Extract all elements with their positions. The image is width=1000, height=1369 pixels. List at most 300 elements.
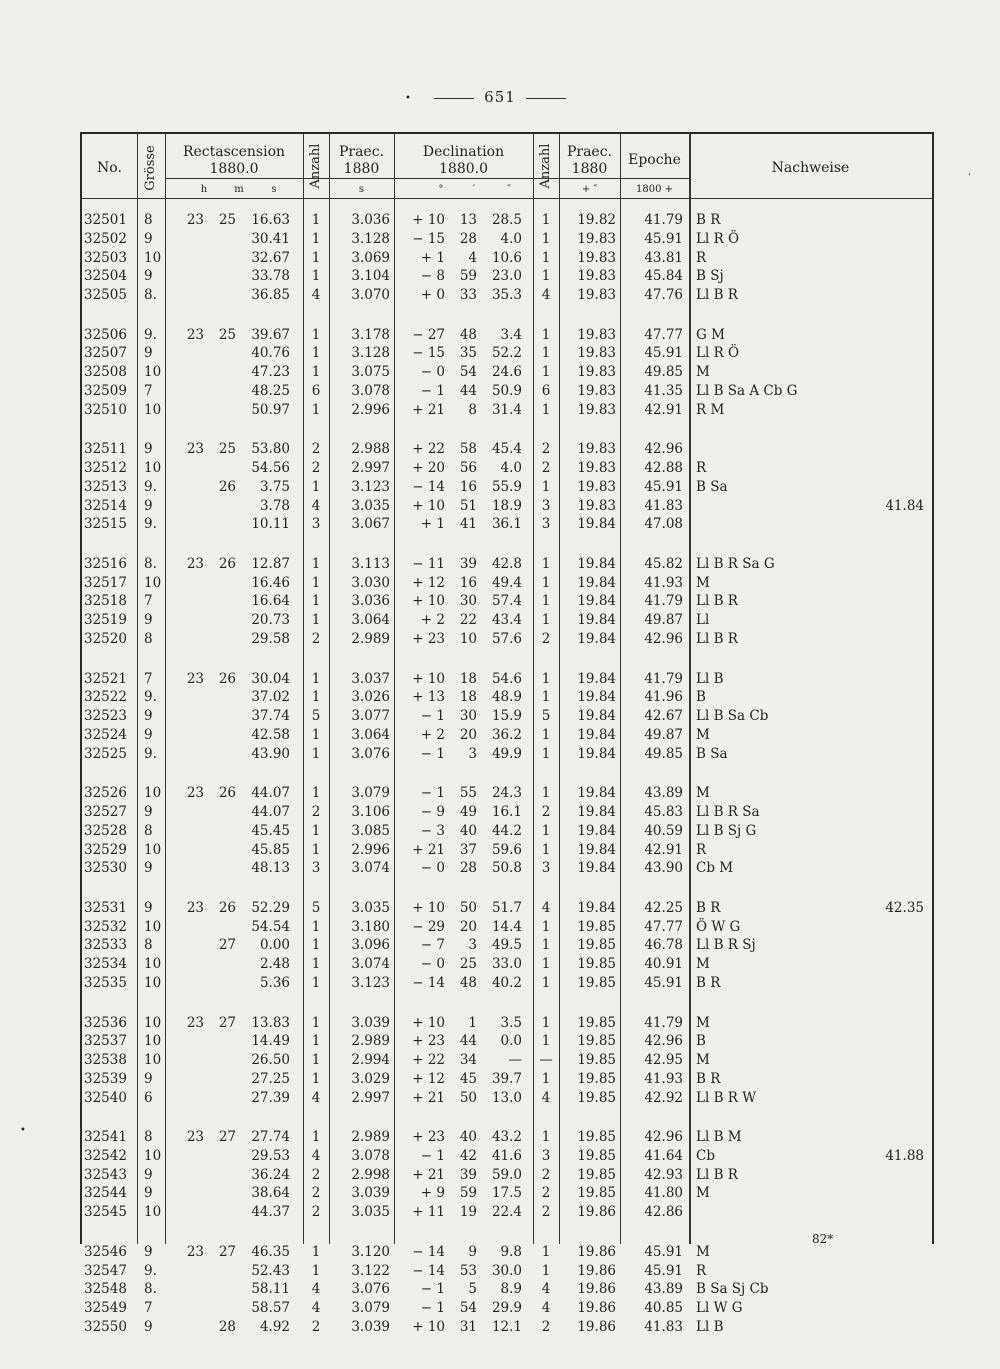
- ra-seconds: 36.24: [251, 1166, 290, 1183]
- ra-seconds: 5.36: [259, 974, 290, 991]
- dec-precession: 19.82: [577, 212, 616, 228]
- dec-precession: 19.85: [577, 1089, 616, 1106]
- epoch: 43.81: [644, 249, 683, 266]
- dec-seconds: 49.4: [491, 574, 522, 591]
- magnitude: 9: [144, 726, 153, 743]
- magnitude: 8: [144, 1129, 153, 1146]
- references: B R: [696, 974, 721, 991]
- references: Ll B R: [696, 287, 738, 303]
- dec-degrees: − 14: [412, 478, 445, 495]
- references: Cb M: [696, 860, 734, 877]
- dec-degrees: − 0: [420, 956, 445, 973]
- ra-precession: 3.128: [351, 345, 390, 362]
- dec-minutes: 10: [459, 630, 477, 647]
- epoch: 45.82: [644, 555, 683, 572]
- dec-count: 1: [541, 956, 551, 973]
- epoch: 45.91: [644, 1243, 683, 1260]
- references: Ll: [696, 612, 710, 629]
- ra-hours: 23: [186, 326, 204, 343]
- dec-precession: 19.85: [577, 1070, 616, 1087]
- dec-count: 1: [541, 1014, 551, 1031]
- epoch: 47.76: [644, 287, 683, 303]
- dec-seconds: 36.1: [491, 516, 522, 533]
- ra-precession: 3.070: [351, 287, 390, 303]
- references: R: [696, 841, 707, 858]
- ra-minutes: 27: [218, 1129, 236, 1146]
- magnitude: 10: [144, 249, 162, 266]
- dec-minutes: 28: [459, 860, 477, 877]
- dec-seconds: 54.6: [491, 670, 522, 687]
- references: B: [696, 689, 706, 706]
- dec-degrees: + 10: [412, 1318, 445, 1335]
- dec-count: 1: [541, 593, 551, 610]
- ra-minutes: 27: [218, 1014, 236, 1031]
- star-no: 32515: [84, 516, 127, 533]
- magnitude: 7: [144, 593, 153, 610]
- dec-precession: 19.84: [577, 630, 616, 647]
- dec-seconds: 3.4: [500, 326, 522, 343]
- ra-count: 4: [311, 1300, 321, 1317]
- epoch: 41.93: [644, 1070, 683, 1087]
- ra-precession: 3.035: [351, 1204, 390, 1221]
- ra-count: 2: [311, 1318, 321, 1335]
- magnitude: 9: [144, 612, 153, 629]
- dec-degrees: + 10: [412, 1014, 445, 1031]
- ra-precession: 3.178: [351, 326, 390, 343]
- dec-seconds: 45.4: [491, 441, 522, 458]
- ra-seconds: 43.90: [251, 745, 290, 762]
- dec-degrees: + 21: [412, 401, 445, 418]
- dec-seconds: 31.4: [491, 401, 522, 418]
- ra-count: 1: [311, 1129, 321, 1146]
- references: Ll B R: [696, 630, 738, 647]
- references: Ll B: [696, 670, 724, 687]
- dec-seconds: 4.0: [500, 460, 522, 477]
- dec-minutes: 4: [468, 249, 477, 266]
- dec-seconds: 24.3: [491, 785, 522, 802]
- ra-seconds: 26.50: [251, 1052, 290, 1069]
- ra-precession: 3.035: [351, 899, 390, 916]
- dec-minutes: 9: [468, 1243, 477, 1260]
- ra-precession: 2.998: [351, 1166, 390, 1183]
- col-rule: [303, 134, 304, 1244]
- ra-hours: 23: [186, 1014, 204, 1031]
- references: Ll B Sa A Cb G: [696, 382, 798, 399]
- magnitude: 9: [144, 804, 153, 820]
- dec-degrees: + 22: [412, 1052, 445, 1069]
- magnitude: 9: [144, 860, 153, 877]
- page-number-text: 651: [484, 88, 516, 106]
- ra-precession: 3.074: [351, 956, 390, 973]
- ra-seconds: 58.57: [251, 1300, 290, 1317]
- col-rule: [165, 134, 166, 1244]
- magnitude: 8: [144, 937, 153, 954]
- ra-count: 3: [311, 860, 321, 877]
- dec-precession: 19.85: [577, 1147, 616, 1164]
- magnitude: 8: [144, 822, 153, 839]
- star-no: 32508: [84, 364, 127, 381]
- epoch: 43.89: [644, 1281, 683, 1298]
- dec-degrees: − 1: [420, 785, 445, 802]
- dec-degrees: − 7: [420, 937, 445, 954]
- ra-precession: 3.074: [351, 860, 390, 877]
- dec-count: 4: [541, 899, 551, 916]
- dec-precession: 19.84: [577, 726, 616, 743]
- dec-degrees: − 9: [420, 804, 445, 820]
- ra-count: 1: [311, 555, 321, 572]
- dec-count: 2: [541, 460, 551, 477]
- ra-precession: 3.106: [351, 804, 390, 820]
- ra-count: 1: [311, 689, 321, 706]
- ra-precession: 3.079: [351, 1300, 390, 1317]
- dec-seconds: 52.2: [491, 345, 522, 362]
- dec-minutes: 48: [459, 974, 477, 991]
- references: M: [696, 1052, 710, 1069]
- dec-minutes: 22: [459, 612, 477, 629]
- dec-precession: 19.84: [577, 593, 616, 610]
- epoch: 41.79: [644, 593, 683, 610]
- dec-degrees: − 29: [412, 918, 445, 935]
- dec-count: 2: [541, 1166, 551, 1183]
- ra-count: 4: [311, 1281, 321, 1298]
- dec-degrees: + 11: [412, 1204, 445, 1221]
- dec-minutes: 58: [459, 441, 477, 458]
- header-nachweise: Nachweise: [771, 160, 850, 176]
- magnitude: 10: [144, 460, 162, 477]
- dec-count: 1: [541, 822, 551, 839]
- ra-precession: 3.078: [351, 1147, 390, 1164]
- ra-precession: 2.989: [351, 1033, 390, 1050]
- dec-count: 1: [541, 1262, 551, 1279]
- magnitude: 10: [144, 574, 162, 591]
- dec-precession: 19.85: [577, 974, 616, 991]
- epoch: 41.96: [644, 689, 683, 706]
- dec-seconds: 57.6: [491, 630, 522, 647]
- ra-precession: 3.079: [351, 785, 390, 802]
- ra-precession: 3.120: [351, 1243, 390, 1260]
- dec-seconds: 4.0: [500, 230, 522, 247]
- header-praec1-title: Praec.: [338, 144, 385, 160]
- star-no: 32506: [84, 326, 127, 343]
- dec-minutes: 16: [459, 478, 477, 495]
- dec-minutes: 34: [459, 1052, 477, 1069]
- dec-precession: 19.84: [577, 555, 616, 572]
- ra-count: 2: [311, 460, 321, 477]
- dec-seconds: 55.9: [491, 478, 522, 495]
- dec-degrees: + 22: [412, 441, 445, 458]
- ra-count: 1: [311, 956, 321, 973]
- dec-degrees: − 1: [420, 382, 445, 399]
- ra-seconds: 29.58: [251, 630, 290, 647]
- ra-precession: 3.123: [351, 478, 390, 495]
- dec-count: 4: [541, 287, 551, 303]
- header-ra-m: m: [234, 184, 244, 195]
- magnitude: 8.: [144, 1281, 157, 1298]
- ra-count: 5: [311, 708, 321, 725]
- dec-precession: 19.85: [577, 1052, 616, 1069]
- dec-precession: 19.83: [577, 460, 616, 477]
- references: Ll B R Sa: [696, 804, 760, 820]
- dec-seconds: 8.9: [500, 1281, 522, 1298]
- ra-precession: 2.989: [351, 630, 390, 647]
- ra-count: 1: [311, 593, 321, 610]
- ra-count: 1: [311, 345, 321, 362]
- epoch: 42.25: [644, 899, 683, 916]
- references: B: [696, 1033, 706, 1050]
- footer-mark: 82*: [812, 1232, 834, 1246]
- dec-degrees: − 11: [412, 555, 445, 572]
- star-no: 32535: [84, 974, 127, 991]
- ra-seconds: 48.13: [251, 860, 290, 877]
- magnitude: 10: [144, 841, 162, 858]
- ra-count: 1: [311, 1243, 321, 1260]
- dec-count: 4: [541, 1300, 551, 1317]
- dec-precession: 19.84: [577, 708, 616, 725]
- star-no: 32533: [84, 937, 127, 954]
- dec-count: 2: [541, 630, 551, 647]
- dec-seconds: 59.6: [491, 841, 522, 858]
- dec-seconds: 22.4: [491, 1204, 522, 1221]
- ink-speck: •: [405, 93, 411, 104]
- ra-seconds: 50.97: [251, 401, 290, 418]
- ra-count: 1: [311, 1262, 321, 1279]
- references: Cb: [696, 1147, 715, 1164]
- dec-minutes: 19: [459, 1204, 477, 1221]
- dec-degrees: − 3: [420, 822, 445, 839]
- ra-count: 1: [311, 841, 321, 858]
- star-no: 32550: [84, 1318, 127, 1335]
- dec-precession: 19.84: [577, 822, 616, 839]
- ra-seconds: 45.45: [251, 822, 290, 839]
- ra-seconds: 10.11: [251, 516, 290, 533]
- ra-seconds: 46.35: [251, 1243, 290, 1260]
- ra-precession: 3.029: [351, 1070, 390, 1087]
- dec-precession: 19.83: [577, 364, 616, 381]
- dec-degrees: − 8: [420, 268, 445, 285]
- header-ra-title: Rectascension: [182, 144, 286, 160]
- ra-seconds: 27.39: [251, 1089, 290, 1106]
- references: Ll B R Sj: [696, 937, 756, 954]
- star-no: 32529: [84, 841, 127, 858]
- dec-minutes: 33: [459, 287, 477, 303]
- header-ra-epoch: 1880.0: [209, 161, 259, 177]
- magnitude: 10: [144, 1147, 162, 1164]
- ra-count: 1: [311, 364, 321, 381]
- references: Ll B R Sa G: [696, 555, 775, 572]
- dec-minutes: 8: [468, 401, 477, 418]
- dec-seconds: 23.0: [491, 268, 522, 285]
- references: M: [696, 574, 710, 591]
- magnitude: 9: [144, 497, 153, 514]
- dec-seconds: 43.4: [491, 612, 522, 629]
- header-praec1-year: 1880: [343, 161, 380, 177]
- star-no: 32543: [84, 1166, 127, 1183]
- dec-degrees: + 1: [420, 516, 445, 533]
- dec-seconds: 0.0: [500, 1033, 522, 1050]
- magnitude: 9.: [144, 326, 157, 343]
- dec-precession: 19.84: [577, 804, 616, 820]
- ra-seconds: 12.87: [251, 555, 290, 572]
- dec-count: 1: [541, 937, 551, 954]
- dec-count: 1: [541, 918, 551, 935]
- dec-precession: 19.86: [577, 1281, 616, 1298]
- dec-degrees: − 14: [412, 974, 445, 991]
- star-no: 32538: [84, 1052, 127, 1069]
- ra-seconds: 2.48: [259, 956, 290, 973]
- epoch: 42.67: [644, 708, 683, 725]
- dec-count: 1: [541, 1070, 551, 1087]
- dec-count: 3: [541, 516, 551, 533]
- dec-seconds: 3.5: [500, 1014, 522, 1031]
- epoch: 41.79: [644, 1014, 683, 1031]
- ra-hours: 23: [186, 441, 204, 458]
- dec-precession: 19.85: [577, 1033, 616, 1050]
- dec-count: 1: [541, 1129, 551, 1146]
- magnitude: 9: [144, 1318, 153, 1335]
- dec-count: 1: [541, 478, 551, 495]
- ra-minutes: 26: [218, 555, 236, 572]
- dec-seconds: 14.4: [491, 918, 522, 935]
- header-praec2-unit: + ″: [581, 184, 598, 195]
- dec-seconds: 50.8: [491, 860, 522, 877]
- magnitude: 9: [144, 899, 153, 916]
- references: M: [696, 1243, 710, 1260]
- dec-degrees: + 21: [412, 1166, 445, 1183]
- magnitude: 10: [144, 918, 162, 935]
- references: Ll B Sj G: [696, 822, 757, 839]
- star-no: 32503: [84, 249, 127, 266]
- header-epoche-unit: 1800 +: [635, 184, 673, 195]
- epoch: 49.85: [644, 364, 683, 381]
- star-no: 32536: [84, 1014, 127, 1031]
- star-no: 32530: [84, 860, 127, 877]
- ra-minutes: 27: [218, 937, 236, 954]
- col-rule: [533, 134, 534, 1244]
- header-decl-sec: ″: [507, 184, 511, 195]
- dec-precession: 19.86: [577, 1300, 616, 1317]
- ra-seconds: 36.85: [251, 287, 290, 303]
- dec-count: 5: [541, 708, 551, 725]
- dec-degrees: + 10: [412, 899, 445, 916]
- dec-seconds: 57.4: [491, 593, 522, 610]
- epoch: 42.92: [644, 1089, 683, 1106]
- dec-count: 1: [541, 555, 551, 572]
- alt-epoch: 42.35: [885, 899, 924, 916]
- col-rule: [689, 134, 691, 1244]
- magnitude: 10: [144, 1204, 162, 1221]
- star-no: 32501: [84, 212, 127, 228]
- dec-count: —: [539, 1052, 553, 1069]
- ra-count: 1: [311, 326, 321, 343]
- references: M: [696, 956, 710, 973]
- ra-hours: 23: [186, 212, 204, 228]
- epoch: 42.86: [644, 1204, 683, 1221]
- epoch: 47.77: [644, 326, 683, 343]
- dec-minutes: 20: [459, 918, 477, 935]
- ra-seconds: 47.23: [251, 364, 290, 381]
- magnitude: 7: [144, 382, 153, 399]
- dec-degrees: − 14: [412, 1243, 445, 1260]
- dec-seconds: 39.7: [491, 1070, 522, 1087]
- header-anzahl-1: Anzahl: [308, 143, 323, 189]
- ra-hours: 23: [186, 1129, 204, 1146]
- ra-precession: 3.180: [351, 918, 390, 935]
- ra-count: 1: [311, 974, 321, 991]
- epoch: 45.91: [644, 478, 683, 495]
- epoch: 45.84: [644, 268, 683, 285]
- ra-minutes: 26: [218, 478, 236, 495]
- dec-minutes: 40: [459, 822, 477, 839]
- header-praec2-year: 1880: [571, 161, 608, 177]
- epoch: 45.91: [644, 1262, 683, 1279]
- ra-count: 4: [311, 1147, 321, 1164]
- magnitude: 8.: [144, 555, 157, 572]
- ra-seconds: 20.73: [251, 612, 290, 629]
- dec-count: 1: [541, 785, 551, 802]
- dec-degrees: − 27: [412, 326, 445, 343]
- dec-seconds: 44.2: [491, 822, 522, 839]
- dec-minutes: 56: [459, 460, 477, 477]
- epoch: 43.90: [644, 860, 683, 877]
- col-rule: [137, 134, 138, 1244]
- ra-seconds: 48.25: [251, 382, 290, 399]
- dec-minutes: 13: [459, 212, 477, 228]
- dec-minutes: 40: [459, 1129, 477, 1146]
- epoch: 49.87: [644, 612, 683, 629]
- ra-count: 1: [311, 937, 321, 954]
- magnitude: 7: [144, 670, 153, 687]
- star-no: 32549: [84, 1300, 127, 1317]
- star-no: 32528: [84, 822, 127, 839]
- epoch: 42.93: [644, 1166, 683, 1183]
- dec-minutes: 44: [459, 1033, 477, 1050]
- dec-minutes: 20: [459, 726, 477, 743]
- dec-degrees: + 21: [412, 841, 445, 858]
- dec-minutes: 59: [459, 268, 477, 285]
- ra-count: 1: [311, 401, 321, 418]
- ra-precession: 2.996: [351, 401, 390, 418]
- ra-count: 1: [311, 1070, 321, 1087]
- dec-count: 2: [541, 441, 551, 458]
- dec-seconds: —: [508, 1052, 522, 1069]
- dec-seconds: 15.9: [491, 708, 522, 725]
- dec-seconds: 13.0: [491, 1089, 522, 1106]
- ra-seconds: 16.64: [251, 593, 290, 610]
- dec-minutes: 16: [459, 574, 477, 591]
- ra-precession: 3.067: [351, 516, 390, 533]
- dec-precession: 19.83: [577, 497, 616, 514]
- dec-minutes: 55: [459, 785, 477, 802]
- star-catalogue-table: [80, 132, 934, 1335]
- dec-minutes: 54: [459, 364, 477, 381]
- magnitude: 8: [144, 630, 153, 647]
- dec-seconds: 36.2: [491, 726, 522, 743]
- ra-count: 1: [311, 1033, 321, 1050]
- ra-count: 1: [311, 1014, 321, 1031]
- header-anzahl-2: Anzahl: [538, 143, 553, 189]
- references: Ll B R: [696, 1166, 738, 1183]
- star-no: 32548: [84, 1281, 127, 1298]
- dec-minutes: 50: [459, 1089, 477, 1106]
- magnitude: 10: [144, 1014, 162, 1031]
- magnitude: 9.: [144, 516, 157, 533]
- dec-degrees: + 10: [412, 593, 445, 610]
- ra-seconds: 27.25: [251, 1070, 290, 1087]
- ra-count: 1: [311, 726, 321, 743]
- dec-seconds: 43.2: [491, 1129, 522, 1146]
- ra-count: 4: [311, 1089, 321, 1106]
- epoch: 46.78: [644, 937, 683, 954]
